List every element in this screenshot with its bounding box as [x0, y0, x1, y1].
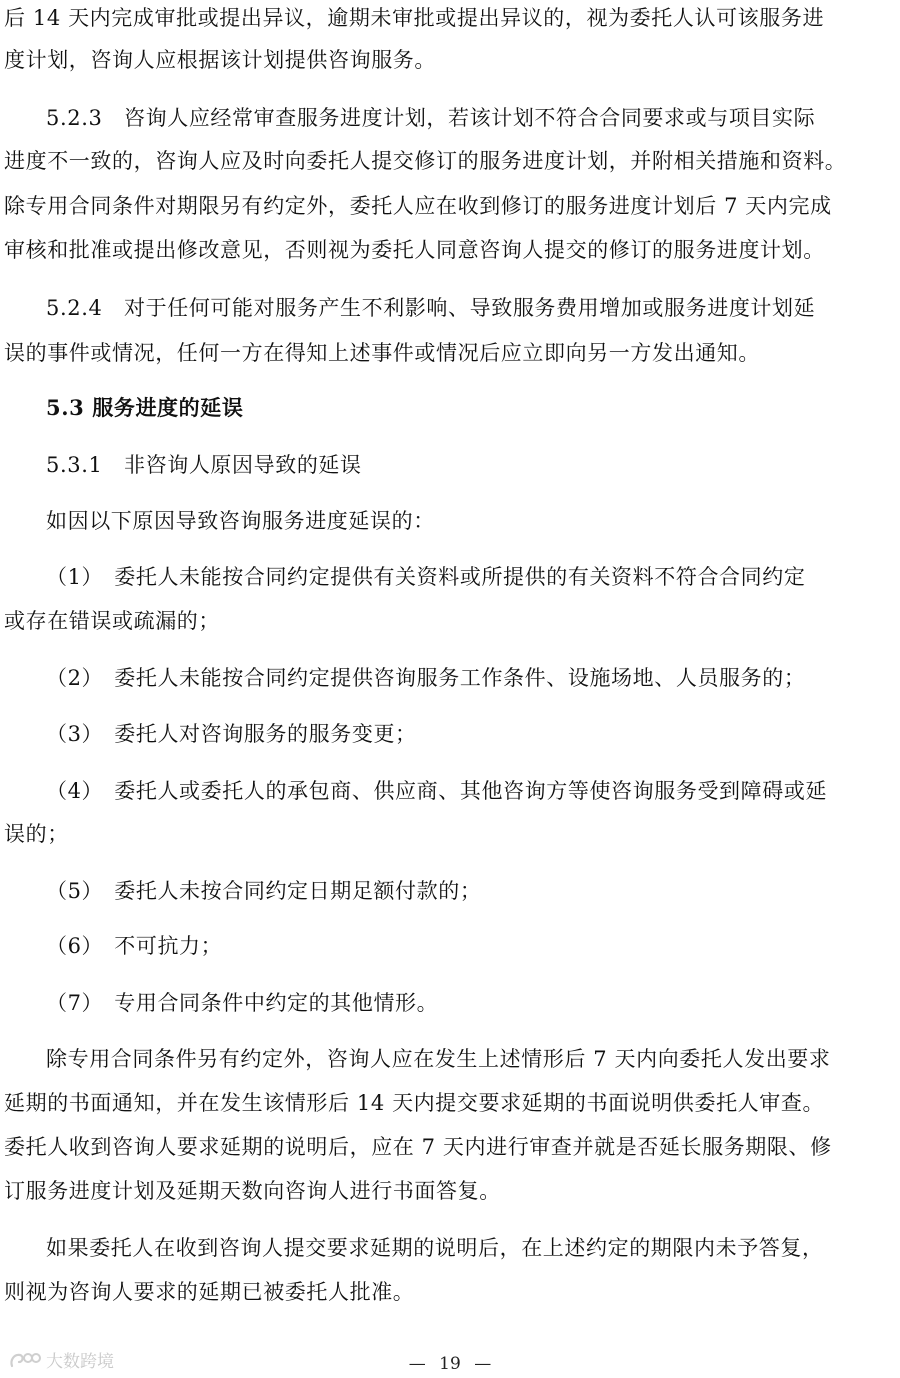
text-line: （1） 委托人未能按合同约定提供有关资料或所提供的有关资料不符合合同约定	[46, 565, 806, 589]
text-line: （7） 专用合同条件中约定的其他情形。	[46, 991, 439, 1015]
text-line: 5.2.3 咨询人应经常审查服务进度计划，若该计划不符合合同要求或与项目实际	[46, 106, 816, 130]
watermark-text: 大数跨境	[46, 1352, 114, 1372]
text-line: 如果委托人在收到咨询人提交要求延期的说明后，在上述约定的期限内未予答复，	[46, 1236, 824, 1260]
text-line: 5.3.1 非咨询人原因导致的延误	[46, 453, 362, 477]
text-line: 除专用合同条件另有约定外，咨询人应在发生上述情形后 7 天内向委托人发出要求	[46, 1047, 831, 1071]
text-line: 进度不一致的，咨询人应及时向委托人提交修订的服务进度计划，并附相关措施和资料。	[4, 149, 847, 173]
page-footer	[0, 1352, 900, 1376]
text-line: （5） 委托人未按合同约定日期足额付款的；	[46, 879, 482, 903]
text-line: 委托人收到咨询人要求延期的说明后，应在 7 天内进行审查并就是否延长服务期限、修	[4, 1135, 832, 1159]
text-line: （2） 委托人未能按合同约定提供咨询服务工作条件、设施场地、人员服务的；	[46, 666, 806, 690]
text-line: 误的；	[4, 822, 69, 846]
watermark	[8, 1347, 114, 1372]
page-number: 19	[439, 1354, 461, 1374]
text-line: （3） 委托人对咨询服务的服务变更；	[46, 722, 417, 746]
text-line: 订服务进度计划及延期天数向咨询人进行书面答复。	[4, 1179, 501, 1203]
text-line: 后 14 天内完成审批或提出异议，逾期未审批或提出异议的，视为委托人认可该服务进	[4, 6, 825, 30]
footer-dash-left: —	[408, 1354, 426, 1374]
text-line: 除专用合同条件对期限另有约定外，委托人应在收到修订的服务进度计划后 7 天内完成	[4, 194, 832, 218]
text-line: 延期的书面通知，并在发生该情形后 14 天内提交要求延期的书面说明供委托人审查。	[4, 1091, 825, 1115]
text-line: 如因以下原因导致咨询服务进度延误的：	[46, 509, 435, 533]
text-line: （4） 委托人或委托人的承包商、供应商、其他咨询方等使咨询服务受到障碍或延	[46, 779, 828, 803]
footer-dash-right: —	[474, 1354, 492, 1374]
watermark-logo-icon	[8, 1349, 42, 1371]
text-line: 则视为咨询人要求的延期已被委托人批准。	[4, 1280, 415, 1304]
text-line: 审核和批准或提出修改意见，否则视为委托人同意咨询人提交的修订的服务进度计划。	[4, 238, 825, 262]
section-heading: 5.3 服务进度的延误	[46, 395, 244, 420]
text-line: 误的事件或情况，任何一方在得知上述事件或情况后应立即向另一方发出通知。	[4, 341, 760, 365]
text-line: 或存在错误或疏漏的；	[4, 609, 220, 633]
text-line: 度计划，咨询人应根据该计划提供咨询服务。	[4, 48, 436, 72]
text-line: （6） 不可抗力；	[46, 934, 223, 958]
text-line: 5.2.4 对于任何可能对服务产生不利影响、导致服务费用增加或服务进度计划延	[46, 296, 816, 320]
